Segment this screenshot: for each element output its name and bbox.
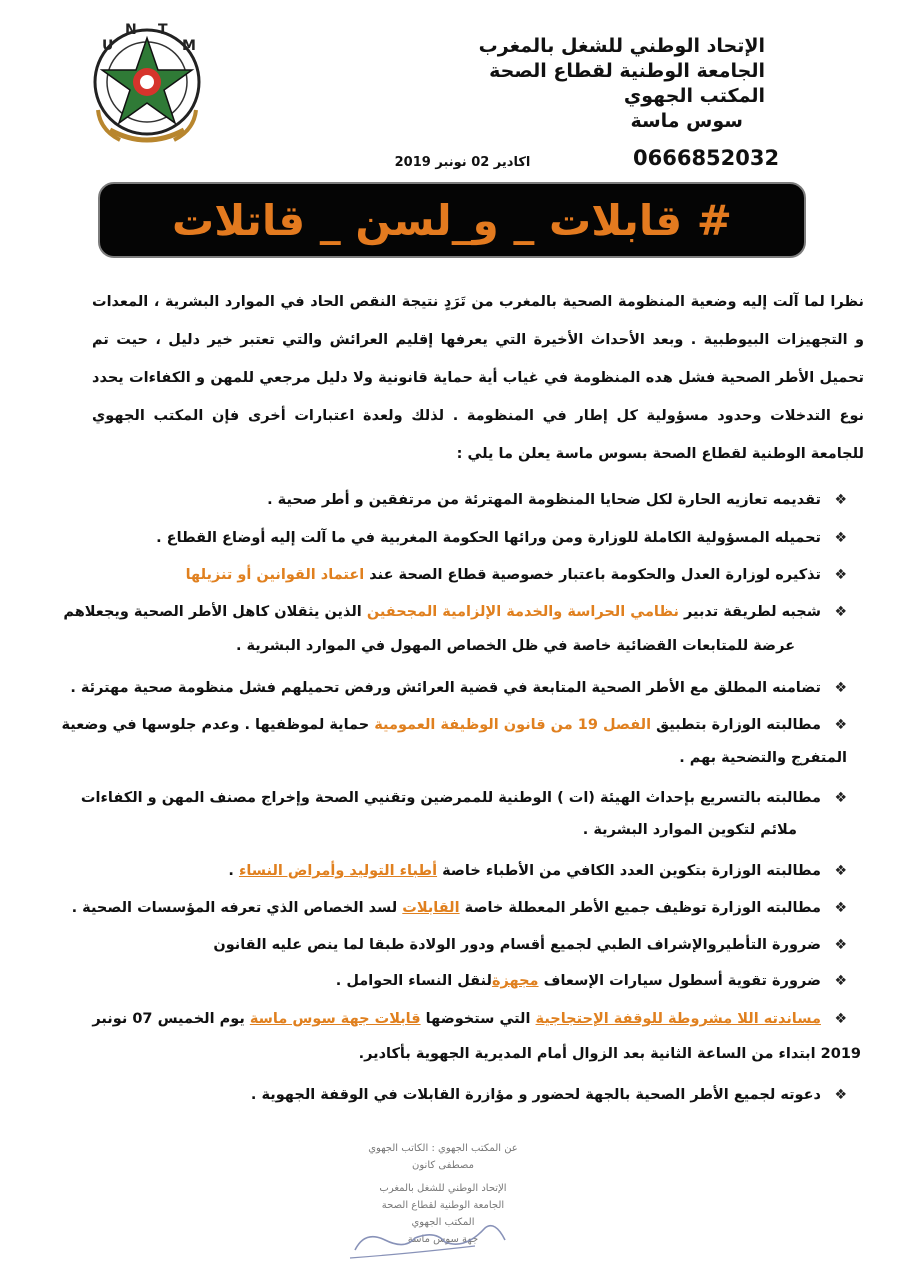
list-item (60, 966, 847, 996)
item-text: الذين يثقلان كاهل الأطر الصحية ويجعلاهم (63, 604, 362, 620)
stamp-line: المكتب الجهوي (411, 1217, 475, 1228)
item-text: تضامنه المطلق مع الأطر الصحية المتابعة في قضية العرائش ورفض تحميلهم فشل منظومة صحية مهترئة . (70, 680, 821, 696)
diamond-bullet-icon: ❖ (834, 492, 847, 508)
header-line-federation: الجامعة الوطنية لقطاع الصحة (489, 60, 765, 82)
diamond-bullet-icon: ❖ (834, 680, 847, 696)
item-text: مطالبته بالتسريع بإحداث الهيئة (ات ) الوطنية للممرضين وتقنيي الصحة وإخراج مصنف المهن و الكفاءات (80, 790, 821, 806)
list-item (60, 710, 847, 740)
list-item (60, 485, 847, 515)
item-text: لسد الخصاص الذي تعرفه المؤسسات الصحية . (71, 900, 398, 916)
banner-title: # قابلات _ و_لسن _ قاتلات (172, 195, 732, 245)
item-text: مطالبته الوزارة بتكوين العدد الكافي من الأطباء خاصة (442, 863, 821, 879)
item-continuation: 2019 ابتداء من الساعة الثانية بعد الزوال أمام المديرية الجهوية بأكادير. (358, 1046, 861, 1062)
stamp-line: الجامعة الوطنية لقطاع الصحة (381, 1200, 505, 1211)
diamond-bullet-icon: ❖ (834, 604, 847, 620)
title-banner (98, 182, 806, 258)
header-line-union: الإتحاد الوطني للشغل بالمغرب (478, 35, 765, 57)
highlight-text: قابلات جهة سوس ماسة (249, 1011, 421, 1027)
phone-number: 0666852032 (633, 146, 780, 170)
header-line-region: سوس ماسة (630, 110, 743, 132)
list-item (30, 1004, 847, 1034)
diamond-bullet-icon: ❖ (834, 717, 847, 733)
diamond-bullet-icon: ❖ (834, 530, 847, 546)
diamond-bullet-icon: ❖ (834, 790, 847, 806)
highlight-text: مجهزة (491, 973, 539, 989)
highlight-text: اعتماد القوانين أو تنزيلها (185, 567, 365, 583)
list-item: ❖مطالبته الوزارة بتكوين العدد الكافي من الأطباء خاصة أطباء التوليد وأمراض النساء . (60, 856, 847, 886)
logo-letter-m: M (182, 38, 196, 54)
list-item (60, 893, 847, 923)
logo-letter-n: N (125, 22, 137, 38)
intro-text: نظرا لما آلت إليه وضعية المنظومة الصحية بالمغرب من تَرَدٍ نتيجة النقص الحاد في الموارد البشرية ، المعدات و التجهيزات البيوطبية . وبعد الأحداث الأخيرة التي يعرفها إقليم العرائش والتي تعتبر خير دليل ، حيت تم تحميل الأطر الصحية فشل هده المنظومة في غياب أية حماية قانونية ولا دليل مرجعي للمهن و الكفاءات يحدد نوع التدخلات وحدود مسؤولية كل إطار في المنظومة . لذلك ولعدة اعتبارات أخرى فإن المكتب الجهوي للجامعة الوطنية لقطاع الصحة بسوس ماسة يعلن ما يلي : (92, 294, 864, 462)
item-text: تذكيره لوزارة العدل والحكومة باعتبار خصوصية قطاع الصحة عند (369, 567, 821, 583)
handwritten-signature-icon (345, 1210, 525, 1265)
item-text: حماية لموظفيها . وعدم جلوسها في وضعية (61, 717, 370, 733)
item-text: شجبه لطريقة تدبير (684, 604, 821, 620)
untm-star-logo (80, 20, 215, 155)
item-text: مطالبته الوزارة توظيف جميع الأطر المعطلة خاصة (464, 900, 821, 916)
item-text: ضرورة تقوية أسطول سيارات الإسعاف (543, 973, 821, 989)
logo-letter-t: T (158, 22, 168, 38)
item-text: مطالبته الوزارة بتطبيق (656, 717, 821, 733)
list-item (60, 1080, 847, 1110)
item-text: التي ستخوضها (425, 1011, 531, 1027)
organization-header (435, 34, 765, 134)
signature-name: مصطفى كانون (412, 1160, 474, 1171)
highlight-text: الفصل 19 من قانون الوظيفة العمومية (374, 717, 652, 733)
highlight-text: نظامي الحراسة والخدمة الإلزامية المجحفين (366, 604, 679, 620)
document-date: اكادير 02 نونبر 2019 (394, 155, 531, 170)
item-text: لنقل النساء الحوامل . (335, 973, 492, 989)
highlight-text: القابلات (402, 900, 460, 916)
logo-letter-u: U (102, 38, 114, 54)
diamond-bullet-icon: ❖ (834, 1011, 847, 1027)
stamp-line: جهة سوس ماسة (407, 1234, 479, 1245)
item-text: تقديمه تعازيه الحارة لكل ضحايا المنظومة المهترئة من مرتفقين و أطر صحية . (267, 492, 821, 508)
item-continuation: المتفرج والتضحية بهم . (679, 750, 847, 766)
item-continuation: ملائم لتكوين الموارد البشرية . (582, 822, 797, 838)
list-item (60, 783, 847, 813)
diamond-bullet-icon: ❖ (834, 1087, 847, 1103)
diamond-bullet-icon: ❖ (834, 863, 847, 879)
list-item (60, 597, 847, 627)
item-text: يوم الخميس 07 نونبر (92, 1011, 245, 1027)
diamond-bullet-icon: ❖ (834, 900, 847, 916)
diamond-bullet-icon: ❖ (834, 567, 847, 583)
stamp-line: الإتحاد الوطني للشغل بالمغرب (379, 1183, 507, 1194)
intro-paragraph (92, 283, 864, 473)
item-text: تحميله المسؤولية الكاملة للوزارة ومن ورائها الحكومة المغربية في ما آلت إليه أوضاع القطاع . (156, 530, 821, 546)
list-item (60, 930, 847, 960)
item-text: دعوته لجميع الأطر الصحية بالجهة لحضور و مؤازرة القابلات في الوقفة الجهوية . (250, 1087, 821, 1103)
list-item (60, 560, 847, 590)
item-continuation: عرضة للمتابعات القضائية خاصة في ظل الخصاص المهول في الموارد البشرية . (235, 638, 795, 654)
list-item (60, 673, 847, 703)
item-text: ضرورة التأطيروالإشراف الطبي لجميع أقسام ودور الولادة طبقا لما ينص عليه القانون (213, 937, 821, 953)
diamond-bullet-icon: ❖ (834, 937, 847, 953)
highlight-text: مساندته اللا مشروطة للوقفة الإحتجاجية (535, 1011, 821, 1027)
signature-title: عن المكتب الجهوي : الكاتب الجهوي (368, 1143, 518, 1154)
highlight-text: أطباء التوليد وأمراض النساء (238, 863, 438, 879)
diamond-bullet-icon: ❖ (834, 973, 847, 989)
list-item (60, 523, 847, 553)
header-line-office: المكتب الجهوي (623, 85, 765, 107)
